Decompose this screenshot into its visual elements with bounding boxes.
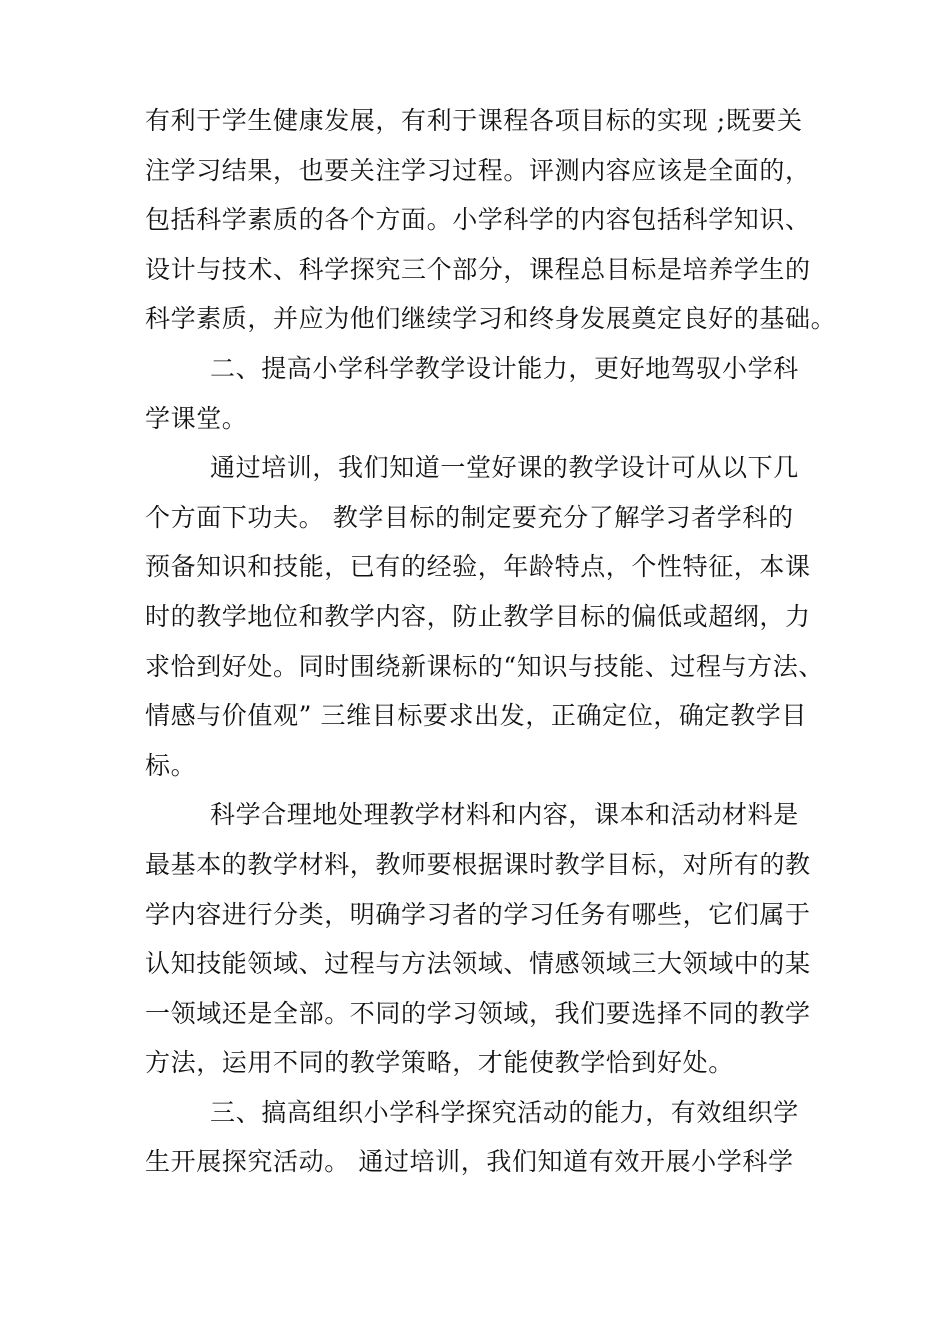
paragraph-start: 通过培训，我们知道一堂好课的教学设计可从以下几 bbox=[210, 453, 799, 483]
paragraph-start: 科学合理地处理教学材料和内容，课本和活动材料是 bbox=[210, 800, 799, 830]
section-heading-2-cont: 学课堂。 bbox=[145, 403, 248, 433]
text-line: 标。 bbox=[145, 750, 197, 780]
text-line: 预备知识和技能，已有的经验，年龄特点，个性特征，本课 bbox=[145, 552, 811, 582]
text-line: 时的教学地位和教学内容，防止教学目标的偏低或超纲，力 bbox=[145, 601, 811, 631]
text-line: 生开展探究活动。 通过培训，我们知道有效开展小学科学 bbox=[145, 1147, 794, 1177]
text-line: 科学素质，并应为他们继续学习和终身发展奠定良好的基础。 bbox=[145, 304, 837, 334]
text-line: 方法，运用不同的教学策略，才能使教学恰到好处。 bbox=[145, 1048, 734, 1078]
text-line: 有利于学生健康发展，有利于课程各项目标的实现 ;既要关 bbox=[145, 106, 803, 135]
text-line: 包括科学素质的各个方面。小学科学的内容包括科学知识、 bbox=[145, 205, 811, 235]
text-line: 求恰到好处。同时围绕新课标的“知识与技能、过程与方法、 bbox=[145, 651, 824, 681]
text-line: 注学习结果，也要关注学习过程。评测内容应该是全面的， bbox=[145, 155, 811, 185]
text-line: 认知技能领域、过程与方法领域、情感领域三大领域中的某 bbox=[145, 949, 811, 979]
text-line: 一领域还是全部。不同的学习领域，我们要选择不同的教学 bbox=[145, 998, 811, 1028]
text-line: 设计与技术、科学探究三个部分，课程总目标是培养学生的 bbox=[145, 254, 811, 284]
text-line: 个方面下功夫。 教学目标的制定要充分了解学习者学科的 bbox=[145, 502, 794, 532]
text-line: 最基本的教学材料，教师要根据课时教学目标，对所有的教 bbox=[145, 849, 811, 879]
section-heading-2: 二、提高小学科学教学设计能力，更好地驾驭小学科 bbox=[210, 353, 799, 383]
body-text bbox=[145, 96, 837, 1187]
section-heading-3: 三、搞高组织小学科学探究活动的能力，有效组织学 bbox=[210, 1097, 799, 1127]
text-line: 情感与价值观” 三维目标要求出发，正确定位，确定教学目 bbox=[145, 701, 807, 731]
text-line: 学内容进行分类，明确学习者的学习任务有哪些，它们属于 bbox=[145, 899, 811, 929]
